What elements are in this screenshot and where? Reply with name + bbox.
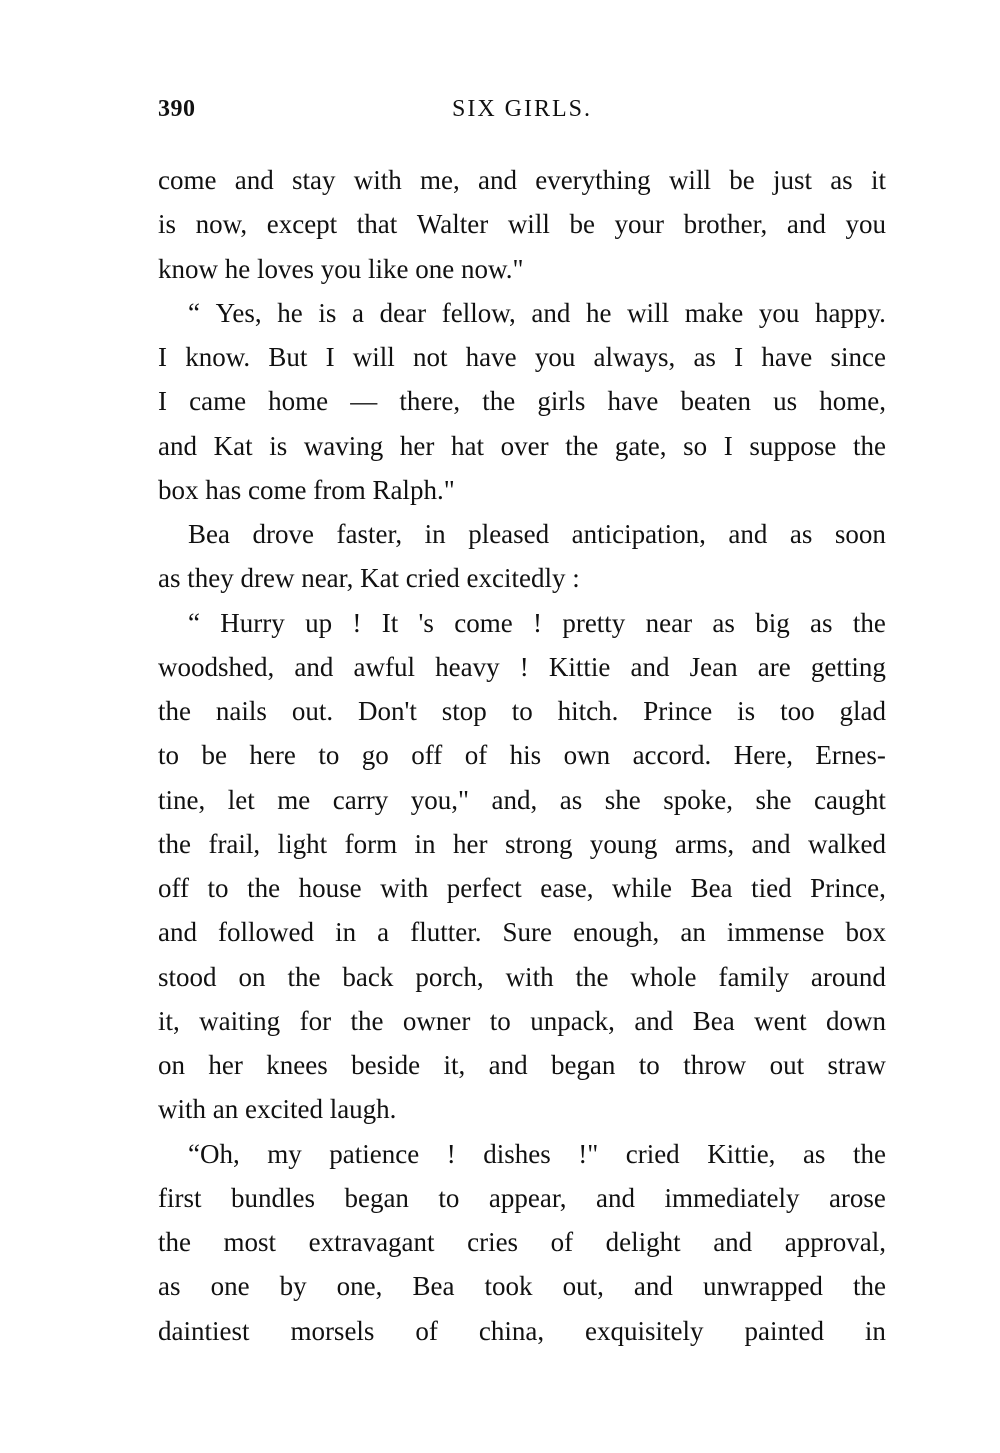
word: he xyxy=(585,297,612,328)
word: is xyxy=(737,696,756,726)
word: family xyxy=(718,961,789,992)
text-line xyxy=(158,910,886,954)
word: stood xyxy=(158,961,217,992)
word: you," xyxy=(410,784,469,815)
word: of xyxy=(464,740,488,771)
word: you xyxy=(845,209,886,240)
word: be xyxy=(569,209,595,240)
word: took xyxy=(484,1271,533,1302)
word: over xyxy=(500,430,549,461)
word: anticipation, xyxy=(571,519,706,549)
word: up xyxy=(305,607,333,638)
word: cries xyxy=(467,1227,519,1257)
word: except xyxy=(266,209,338,240)
word: arms, xyxy=(674,828,735,859)
word: Bea xyxy=(692,1005,735,1036)
word: will xyxy=(627,297,670,328)
text-line xyxy=(158,645,886,689)
word: girls xyxy=(537,386,586,417)
word: the xyxy=(247,873,281,903)
word: But xyxy=(268,342,308,372)
word: tied xyxy=(751,873,792,903)
word: have xyxy=(607,386,659,417)
word: on xyxy=(158,1050,185,1080)
word: I xyxy=(723,430,733,461)
word: spoke, xyxy=(663,784,733,815)
word: glad xyxy=(839,696,886,726)
word: of xyxy=(550,1227,574,1257)
word: always, xyxy=(593,342,676,372)
word: getting xyxy=(810,651,886,682)
word: immediately xyxy=(664,1182,800,1213)
word: the xyxy=(565,430,599,461)
word: as xyxy=(802,1138,826,1169)
text-line xyxy=(158,999,886,1043)
word: and xyxy=(234,165,274,195)
word: I xyxy=(325,342,335,372)
word: strong xyxy=(504,828,573,859)
word: throw xyxy=(683,1050,747,1080)
word: as xyxy=(712,607,735,638)
word: the xyxy=(575,961,609,992)
word: frail, xyxy=(208,828,261,859)
word: out, xyxy=(562,1271,604,1302)
word: since xyxy=(830,342,886,372)
word: fellow, xyxy=(441,297,516,328)
word: my xyxy=(267,1138,302,1169)
page-number: 390 xyxy=(158,96,196,122)
text-line xyxy=(158,1176,886,1220)
word: her xyxy=(453,828,488,859)
word: faster, xyxy=(336,519,403,549)
word: Bea xyxy=(690,873,733,903)
word: and xyxy=(488,1050,528,1080)
word: it, xyxy=(158,1005,180,1036)
word: as xyxy=(158,1271,181,1302)
text-line xyxy=(158,1220,886,1264)
word: caught xyxy=(813,784,886,815)
text-line xyxy=(158,1132,886,1176)
word: in xyxy=(414,828,436,859)
text-line xyxy=(158,955,886,999)
text-line: as they drew near, Kat cried excitedly : xyxy=(158,563,580,594)
word: unpack, xyxy=(530,1005,615,1036)
word: immense xyxy=(726,917,825,948)
word: Hurry xyxy=(220,607,285,638)
word: Don't xyxy=(357,696,417,726)
word: Bea xyxy=(412,1271,455,1302)
text-line xyxy=(158,158,886,202)
word: one xyxy=(210,1271,250,1302)
word: me, xyxy=(419,165,460,195)
word: followed xyxy=(218,917,315,948)
word: walked xyxy=(807,828,886,859)
word: come xyxy=(454,607,513,638)
word: to xyxy=(438,1182,460,1213)
word: in xyxy=(424,519,446,549)
word: painted xyxy=(744,1315,824,1346)
word: have xyxy=(465,342,517,372)
word: his xyxy=(509,740,542,771)
word: Walter xyxy=(416,209,489,240)
word: will xyxy=(507,209,550,240)
word: unwrapped xyxy=(702,1271,823,1302)
word: beside xyxy=(351,1050,421,1080)
word: as xyxy=(830,165,853,195)
word: it xyxy=(870,165,886,195)
word: everything xyxy=(535,165,651,195)
text-line xyxy=(158,379,886,423)
word: form xyxy=(344,828,398,859)
word: waving xyxy=(303,430,384,461)
word: are xyxy=(757,651,791,682)
body-text xyxy=(158,158,886,1353)
word: the xyxy=(158,696,191,726)
word: knees xyxy=(266,1050,328,1080)
word: the xyxy=(482,386,516,417)
word: and xyxy=(294,651,334,682)
word: tine, xyxy=(158,784,206,815)
word: Ernes- xyxy=(815,740,886,771)
word: straw xyxy=(827,1050,886,1080)
word: appear, xyxy=(488,1182,567,1213)
word: I xyxy=(158,386,167,417)
word: home xyxy=(268,386,329,417)
word: the xyxy=(287,961,321,992)
word: the xyxy=(158,1227,191,1257)
word: Jean xyxy=(689,651,738,682)
word: to xyxy=(207,873,229,903)
word: and xyxy=(634,1005,674,1036)
word: and xyxy=(158,917,197,948)
word: 's xyxy=(418,607,434,638)
word: porch, xyxy=(415,961,484,992)
word: by xyxy=(279,1271,307,1302)
word: be xyxy=(201,740,227,771)
word: box xyxy=(845,917,886,948)
word: and xyxy=(713,1227,753,1257)
word: with xyxy=(380,873,429,903)
word: dishes xyxy=(483,1138,551,1169)
word: light xyxy=(277,828,328,859)
word: one, xyxy=(336,1271,383,1302)
text-line xyxy=(158,1043,886,1087)
word: cried xyxy=(625,1138,680,1169)
word: let xyxy=(227,784,255,815)
word: here xyxy=(249,740,296,771)
word: happy. xyxy=(814,297,886,328)
word: it, xyxy=(443,1050,466,1080)
word: a xyxy=(377,917,390,948)
text-line xyxy=(158,866,886,910)
word: It xyxy=(381,607,399,638)
word: off xyxy=(411,740,443,771)
word: soon xyxy=(834,519,886,549)
word: in xyxy=(864,1315,886,1346)
word: out. xyxy=(291,696,334,726)
running-head xyxy=(158,96,886,132)
text-line xyxy=(158,733,886,777)
word: the xyxy=(158,828,191,859)
word: I xyxy=(734,342,744,372)
word: down xyxy=(825,1005,886,1036)
word: ! xyxy=(352,607,362,638)
text-line xyxy=(158,424,886,468)
word: china, xyxy=(478,1315,545,1346)
word: make xyxy=(684,297,744,328)
word: her xyxy=(399,430,435,461)
word: too xyxy=(780,696,815,726)
word: she xyxy=(604,784,641,815)
word: and xyxy=(633,1271,673,1302)
word: patience xyxy=(329,1138,420,1169)
word: drove xyxy=(252,519,314,549)
word: first xyxy=(158,1182,202,1213)
word: is xyxy=(318,297,337,328)
word: to xyxy=(638,1050,660,1080)
word: — xyxy=(350,386,378,417)
word: Sure xyxy=(502,917,553,948)
word: out xyxy=(769,1050,805,1080)
word: owner xyxy=(402,1005,471,1036)
word: ease, xyxy=(540,873,594,903)
word: the xyxy=(852,607,886,638)
word: and xyxy=(728,519,768,549)
word: not xyxy=(412,342,448,372)
text-line xyxy=(158,1264,886,1308)
word: young xyxy=(589,828,658,859)
word: the xyxy=(853,1271,886,1302)
word: hat xyxy=(451,430,484,461)
word: Yes, xyxy=(215,297,262,328)
word: morsels xyxy=(290,1315,375,1346)
text-line xyxy=(158,778,886,822)
word: stay xyxy=(291,165,336,195)
word: heavy xyxy=(435,651,500,682)
word: that xyxy=(356,209,398,240)
word: just xyxy=(772,165,812,195)
word: !" xyxy=(578,1138,599,1169)
running-title: SIX GIRLS. xyxy=(451,96,592,122)
word: with xyxy=(353,165,402,195)
word: accord. xyxy=(632,740,712,771)
word: enough, xyxy=(573,917,660,948)
word: awful xyxy=(353,651,415,682)
word: she xyxy=(755,784,792,815)
word: suppose xyxy=(749,430,837,461)
text-line xyxy=(158,202,886,246)
word: approval, xyxy=(784,1227,886,1257)
text-line: know he loves you like one now." xyxy=(158,253,524,284)
word: to xyxy=(158,740,180,771)
word: have xyxy=(761,342,813,372)
word: her xyxy=(208,1050,243,1080)
word: “Oh, xyxy=(188,1138,240,1169)
word: went xyxy=(754,1005,807,1036)
word: brother, xyxy=(683,209,768,240)
text-line xyxy=(158,291,886,335)
word: is xyxy=(269,430,288,461)
word: pleased xyxy=(468,519,550,549)
text-line: box has come from Ralph." xyxy=(158,474,455,505)
word: with xyxy=(505,961,554,992)
word: and xyxy=(751,828,791,859)
word: perfect xyxy=(446,873,522,903)
word: began xyxy=(550,1050,616,1080)
word: “ xyxy=(188,607,200,638)
word: an xyxy=(680,917,706,948)
word: back xyxy=(342,961,394,992)
word: will xyxy=(352,342,395,372)
word: Kittie xyxy=(548,651,611,682)
word: will xyxy=(668,165,711,195)
text-line xyxy=(158,822,886,866)
word: flutter. xyxy=(410,917,482,948)
word: gate, xyxy=(614,430,667,461)
word: come xyxy=(158,165,217,195)
word: know. xyxy=(185,342,251,372)
word: nails xyxy=(215,696,267,726)
word: waiting xyxy=(199,1005,281,1036)
word: in xyxy=(335,917,357,948)
word: so xyxy=(683,430,708,461)
word: ! xyxy=(446,1138,456,1169)
word: dear xyxy=(379,297,427,328)
word: began xyxy=(344,1182,409,1213)
text-line: with an excited laugh. xyxy=(158,1094,397,1125)
word: carry xyxy=(332,784,389,815)
word: there, xyxy=(399,386,461,417)
word: hitch. xyxy=(557,696,619,726)
word: I xyxy=(158,342,167,372)
word: is xyxy=(158,209,177,240)
word: house xyxy=(298,873,362,903)
word: and xyxy=(477,165,517,195)
word: go xyxy=(361,740,389,771)
word: you xyxy=(534,342,576,372)
word: to xyxy=(318,740,340,771)
word: and xyxy=(531,297,571,328)
word: the xyxy=(350,1005,384,1036)
word: Kat xyxy=(213,430,253,461)
word: and xyxy=(158,430,197,461)
word: whole xyxy=(630,961,697,992)
word: extravagant xyxy=(308,1227,435,1257)
word: now, xyxy=(195,209,248,240)
word: Kittie, xyxy=(707,1138,776,1169)
word: us xyxy=(773,386,798,417)
word: to xyxy=(511,696,533,726)
word: Prince xyxy=(643,696,713,726)
word: you xyxy=(758,297,800,328)
word: daintiest xyxy=(158,1315,250,1346)
word: and xyxy=(786,209,826,240)
word: as xyxy=(789,519,813,549)
word: and, xyxy=(491,784,538,815)
word: big xyxy=(755,607,790,638)
word: off xyxy=(158,873,189,903)
word: a xyxy=(352,297,365,328)
word: and xyxy=(630,651,670,682)
word: beaten xyxy=(680,386,751,417)
word: woodshed, xyxy=(158,651,275,682)
word: while xyxy=(612,873,673,903)
text-line xyxy=(158,689,886,733)
word: ! xyxy=(533,607,543,638)
word: arose xyxy=(828,1182,886,1213)
text-line xyxy=(158,601,886,645)
word: home, xyxy=(819,386,886,417)
word: ! xyxy=(519,651,529,682)
word: most xyxy=(223,1227,277,1257)
word: me xyxy=(277,784,311,815)
word: the xyxy=(853,430,886,461)
word: stop xyxy=(441,696,487,726)
word: around xyxy=(810,961,886,992)
word: pretty xyxy=(562,607,626,638)
word: bundles xyxy=(230,1182,315,1213)
word: and xyxy=(596,1182,636,1213)
word: of xyxy=(415,1315,438,1346)
word: near xyxy=(645,607,693,638)
word: he xyxy=(277,297,303,328)
word: as xyxy=(693,342,716,372)
text-line xyxy=(158,512,886,556)
word: as xyxy=(810,607,833,638)
word: to xyxy=(489,1005,511,1036)
word: Bea xyxy=(188,519,230,549)
word: as xyxy=(559,784,583,815)
word: Here, xyxy=(733,740,793,771)
word: Prince, xyxy=(810,873,886,903)
word: “ xyxy=(188,297,200,328)
word: for xyxy=(299,1005,332,1036)
word: be xyxy=(729,165,755,195)
word: exquisitely xyxy=(585,1315,704,1346)
word: the xyxy=(852,1138,886,1169)
word: came xyxy=(189,386,247,417)
word: on xyxy=(238,961,266,992)
text-line xyxy=(158,335,886,379)
word: delight xyxy=(605,1227,681,1257)
word: your xyxy=(614,209,665,240)
text-line xyxy=(158,1309,886,1353)
word: own xyxy=(563,740,611,771)
